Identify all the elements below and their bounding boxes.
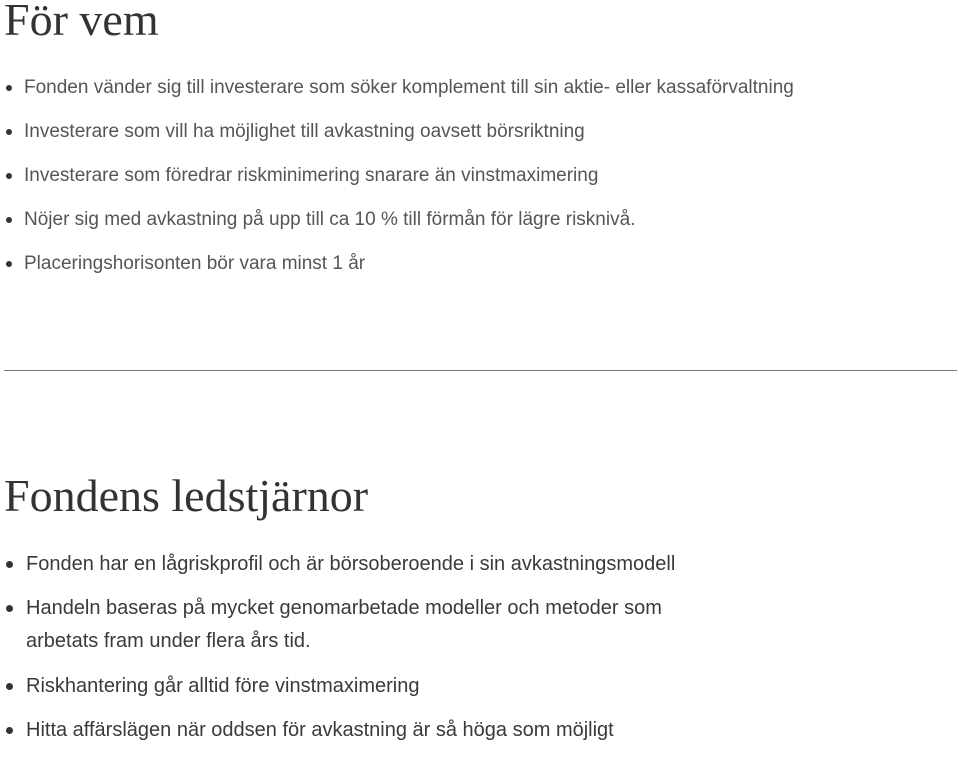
list-item-text-continued: arbetats fram under flera års tid. [26,630,311,652]
bullet-icon [6,727,13,734]
bullet-icon [6,605,13,612]
section-title-ledstjarnor: Fondens ledstjärnor [4,470,369,521]
guiding-principles-list [0,549,675,759]
list-item-text: Hitta affärslägen när oddsen för avkastning är så höga som möjligt [26,719,614,741]
section-title-for-vem: För vem [4,0,159,45]
list-item-text: Nöjer sig med avkastning på upp till ca 10 % till förmån för lägre risknivå. [24,209,636,230]
list-item [0,593,675,656]
bullet-icon [6,85,12,91]
list-item-text: Investerare som vill ha möjlighet till avkastning oavsett börsriktning [24,121,585,142]
section-divider [4,370,957,371]
list-item-text: Handeln baseras på mycket genomarbetade modeller och metoder som [26,597,662,619]
bullet-icon [6,261,12,267]
list-item [0,206,794,250]
list-item [0,74,794,118]
bullet-icon [6,129,12,135]
target-audience-list [0,74,794,294]
list-item-text: Placeringshorisonten bör vara minst 1 år [24,253,366,274]
list-item [0,549,675,579]
bullet-icon [6,173,12,179]
list-item-text: Riskhantering går alltid före vinstmaximering [26,675,420,697]
list-item [0,671,675,701]
list-item [0,715,675,745]
bullet-icon [6,217,12,223]
bullet-icon [6,683,13,690]
list-item [0,250,794,294]
list-item-text: Investerare som föredrar riskminimering snarare än vinstmaximering [24,165,599,186]
list-item [0,118,794,162]
list-item-text: Fonden vänder sig till investerare som söker komplement till sin aktie- eller kassaförvaltning [24,77,794,98]
list-item [0,162,794,206]
list-item-text: Fonden har en lågriskprofil och är börsoberoende i sin avkastningsmodell [26,553,676,575]
bullet-icon [6,561,13,568]
